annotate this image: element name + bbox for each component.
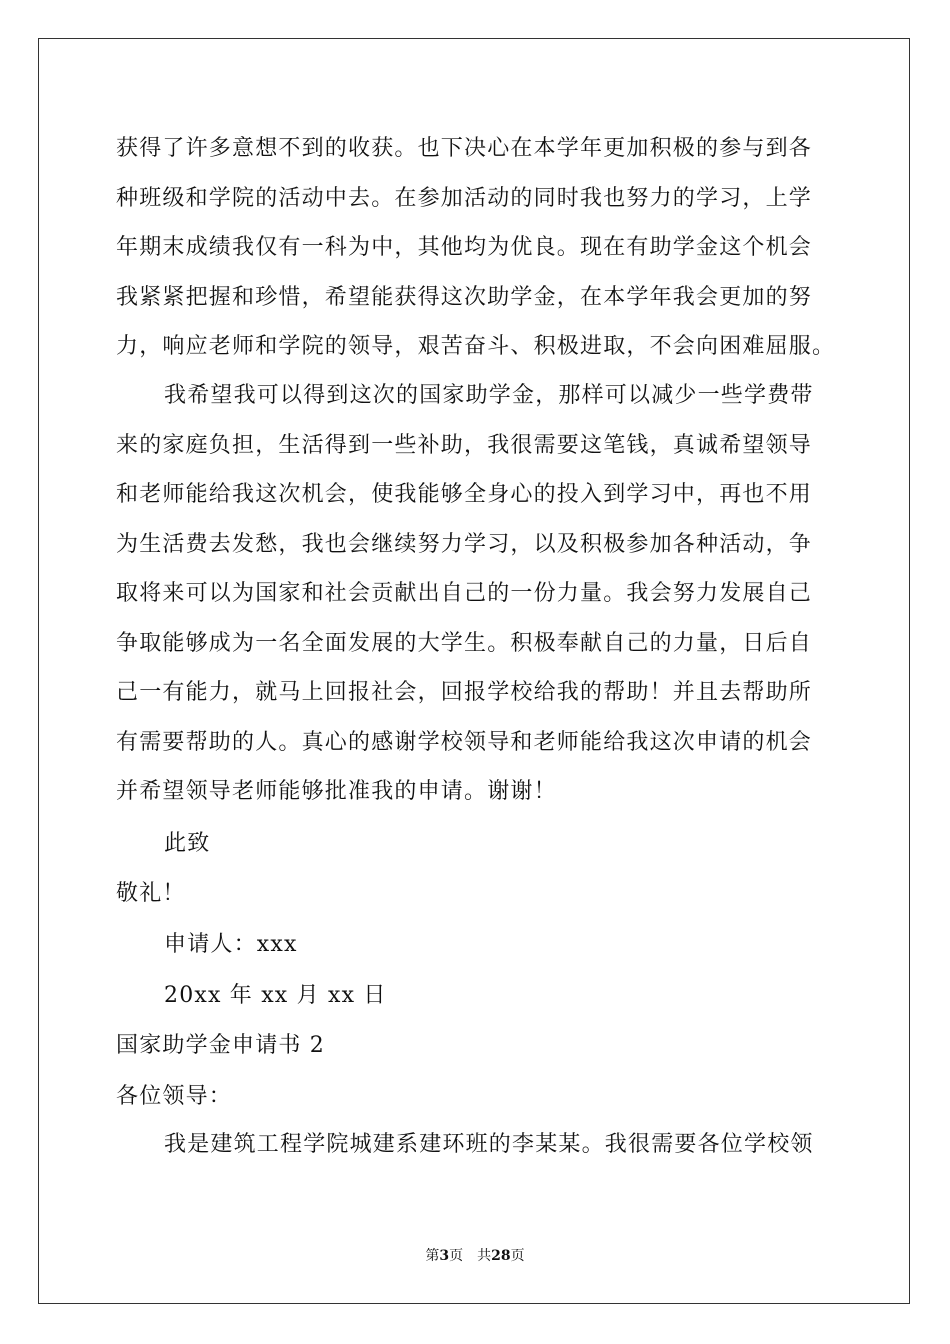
greeting-text: 各位领导： — [116, 1084, 233, 1109]
body-text-line: 和老师能给我这次机会，使我能够全身心的投入到学习中，再也不用 — [116, 482, 813, 507]
body-text-line: 力，响应老师和学院的领导，艰苦奋斗、积极进取，不会向困难屈服。 — [116, 334, 836, 359]
closing-text: 此致 — [164, 831, 211, 856]
page-total: 28 — [491, 1248, 511, 1264]
body-text-line: 种班级和学院的活动中去。在参加活动的同时我也努力的学习，上学 — [116, 186, 813, 211]
applicant-name: 申请人：xxx — [164, 932, 298, 957]
page-border — [38, 38, 910, 1304]
body-text-line: 我是建筑工程学院城建系建环班的李某某。我很需要各位学校领 — [164, 1132, 814, 1157]
body-text-line: 己一有能力，就马上回报社会，回报学校给我的帮助！并且去帮助所 — [116, 680, 813, 705]
page-prefix: 第 — [425, 1248, 440, 1264]
body-text-line: 争取能够成为一名全面发展的大学生。积极奉献自己的力量，日后自 — [116, 631, 813, 656]
page-current: 3 — [439, 1248, 450, 1264]
body-text-line: 取将来可以为国家和社会贡献出自己的一份力量。我会努力发展自己 — [116, 581, 813, 606]
body-text-line: 有需要帮助的人。真心的感谢学校领导和老师能给我这次申请的机会 — [116, 730, 813, 755]
body-text-line: 并希望领导老师能够批准我的申请。谢谢！ — [116, 779, 557, 804]
page-footer — [0, 1246, 950, 1266]
body-text-line: 来的家庭负担，生活得到一些补助，我很需要这笔钱，真诚希望领导 — [116, 433, 813, 458]
salute-text: 敬礼！ — [116, 881, 186, 906]
body-text-line: 年期末成绩我仅有一科为中，其他均为优良。现在有助学金这个机会 — [116, 235, 813, 260]
application-date: 20xx 年 xx 月 xx 日 — [164, 983, 387, 1008]
body-text-line: 为生活费去发愁，我也会继续努力学习，以及积极参加各种活动，争 — [116, 532, 813, 557]
section-title: 国家助学金申请书 2 — [116, 1033, 325, 1058]
body-text-line: 我希望我可以得到这次的国家助学金，那样可以减少一些学费带 — [164, 383, 814, 408]
body-text-line: 获得了许多意想不到的收获。也下决心在本学年更加积极的参与到各 — [116, 136, 813, 161]
page-mid: 页 共 — [449, 1248, 492, 1264]
page-suffix: 页 — [510, 1248, 525, 1264]
body-text-line: 我紧紧把握和珍惜，希望能获得这次助学金，在本学年我会更加的努 — [116, 285, 813, 310]
